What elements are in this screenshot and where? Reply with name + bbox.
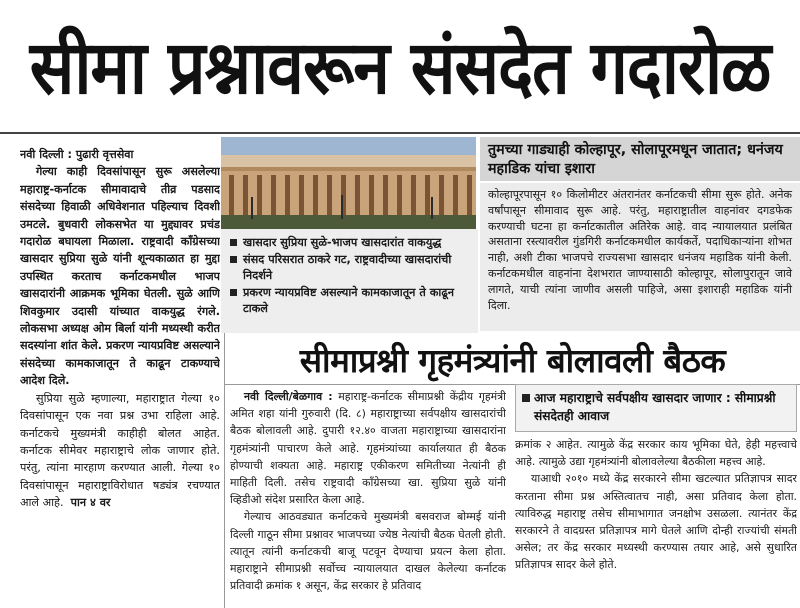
mid-paragraph-2: गेल्याच आठवड्यात कर्नाटकचे मुख्यमंत्री बसवराज बोम्मई यांनी दिल्ली गाठून सीमा प्रश्नावर भाजपच्या ज्येष्ठ नेत्यांची बैठक घेतली होती. त्यातून त्यांनी कर्नाटकची बाजू पटवून देण्याचा प्रयत्न केला होता. महाराष्ट्राने सीमाप्रश्नी सर्वोच्च न्यायालयात दाखल केलेल्या कर्नाटक प्रतिवादी क्रमांक १ असून, केंद्र सरकार हे प्रतिवाद <box>230 510 506 593</box>
square-bullet-icon <box>230 289 237 296</box>
right-paragraph-2: याआधी २०१० मध्ये केंद्र सरकारने सीमा खटल्यात प्रतिज्ञापत्र सादर करताना सीमा प्रश्न अस्तित्वातच नाही, असा प्रतिवाद केला होता. त्याविरुद्ध महाराष्ट्र तसेच सीमाभागात जनक्षोभ उसळला. त्यानंतर केंद्र सरकारने ते वादग्रस्त प्रतिज्ञापत्र मागे घेतले आणि दोन्ही राज्यांची संमती असेल; तर केंद्र सरकार मध्यस्थी करण्यास तयार आहे, असे सुधारित प्रतिज्ञापत्र सादर केले होते. <box>515 472 797 572</box>
highlight-item: प्रकरण न्यायप्रविष्ट असल्याने कामकाजातून ते काढून टाकले <box>229 285 472 316</box>
secondary-article-column-1 <box>230 388 506 606</box>
headline-rule <box>0 132 800 134</box>
secondary-article-column-2 <box>515 436 797 606</box>
mid-dateline: नवी दिल्ली/बेळगाव : <box>244 390 333 403</box>
pull-quote-box <box>515 384 797 432</box>
sidebar-story-body: कोल्हापूरपासून १० किलोमीटर अंतरानंतर कर्नाटकची सीमा सुरू होते. अनेक वर्षांपासून सीमावाद सुरू आहे. परंतु, महाराष्ट्रातील वाहनांवर दगडफेक करण्याची घटना हा कर्नाटकातील अतिरेक आहे. वाद न्यायालयात प्रलंबित असताना रस्त्यावरील गुंडगिरी कर्नाटकमधील कार्यकर्ते, पदाधिकाऱ्यांना शोभत नाही, अशी टीका भाजपचे राज्यसभा खासदार धनंजय महाडिक यांनी केली. कर्नाटकमधील वाहनांना देशभरात जाण्यासाठी कोल्हापूर, सोलापुरातून जावे लागते, याची त्यांना जाणीव असली पाहिजे, असा इशाराही महाडिक यांनी दिला. <box>480 183 800 331</box>
page-headline: सीमा प्रश्नावरून संसदेत गदारोळ <box>29 24 771 111</box>
parliament-photo <box>221 137 476 229</box>
left-article-column <box>20 146 220 604</box>
right-paragraph-1: क्रमांक २ आहेत. त्यामुळे केंद्र सरकार काय भूमिका घेते, हेही महत्त्वाचे आहे. त्यामुळे उद्या गृहमंत्र्यांनी बोलावलेल्या बैठकीला महत्त्व आहे. <box>515 438 797 469</box>
left-paragraph-2-text: सुप्रिया सुळे म्हणाल्या, महाराष्ट्रात गेल्या १० दिवसांपासून एक नवा प्रश्न उभा राहिला आहे. कर्नाटकचे मुख्यमंत्री काहीही बोलत आहेत. कर्नाटक सीमेवर महाराष्ट्राचे लोक जाणार होते. परंतु, त्यांना मारहाण करण्यात आली. गेल्या १० दिवसांपासून महाराष्ट्राविरोधात षड्यंत्र रचण्यात आले आहे. <box>20 391 220 510</box>
highlight-item: खासदार सुप्रिया सुळे-भाजप खासदारांत वाकयुद्ध <box>229 235 472 250</box>
square-bullet-icon <box>230 256 237 263</box>
left-dateline: नवी दिल्ली : पुढारी वृत्तसेवा <box>20 148 134 161</box>
mid-paragraph-1: नवी दिल्ली/बेळगाव : महाराष्ट्र-कर्नाटक सीमाप्रश्नी केंद्रीय गृहमंत्री अमित शहा यांनी गुरुवारी (दि. ८) महाराष्ट्राच्या सर्वपक्षीय खासदारांची बैठक बोलावली आहे. दुपारी १२.४० वाजता महाराष्ट्राच्या खासदारांना गृहमंत्र्यांनी पाचारण केले आहे. गृहमंत्र्यांच्या कार्यालयात ही बैठक होण्याची शक्यता आहे. महाराष्ट्र एकीकरण समितीच्या नेत्यांनी ही माहिती दिली. तसेच राष्ट्रवादी काँग्रेसच्या खा. सुप्रिया सुळे यांनी व्हिडीओ संदेश प्रसारित केला आहे. <box>230 390 506 507</box>
parliament-building-image <box>221 137 476 229</box>
secondary-headline: सीमाप्रश्नी गृहमंत्र्यांनी बोलावली बैठक <box>299 340 726 380</box>
continued-label: पान ४ वर <box>70 496 111 510</box>
square-bullet-icon <box>230 239 237 246</box>
highlight-item: संसद परिसरात ठाकरे गट, राष्ट्रवादीच्या खासदारांची निदर्शने <box>229 252 472 283</box>
pull-quote-text: आज महाराष्ट्राचे सर्वपक्षीय खासदार जाणार : सीमाप्रश्नी संसदेतही आवाज <box>534 391 776 423</box>
square-bullet-icon <box>522 394 530 402</box>
sidebar-story-title: तुमच्या गाड्याही कोल्हापूर, सोलापूरमधून जातात; धनंजय महाडिक यांचा इशारा <box>480 137 800 181</box>
left-paragraph-1: गेल्या काही दिवसांपासून सुरू असलेल्या महाराष्ट्र-कर्नाटक सीमावादाचे तीव्र पडसाद संसदेच्या हिवाळी अधिवेशनात पहिल्याच दिवशी उमटले. बुधवारी लोकसभेत या मुद्द्यावर प्रचंड गदारोळ बघायला मिळाला. राष्ट्रवादी काँग्रेसच्या खासदार सुप्रिया सुळे यांनी शून्यकाळात हा मुद्दा उपस्थित करताच कर्नाटकमधील भाजप खासदारांनी आक्रमक भूमिका घेतली. सुळे आणि शिवकुमार उदासी यांच्यात वाकयुद्ध रंगले. लोकसभा अध्यक्ष ओम बिर्ला यांनी मध्यस्थी करीत सदस्यांना शांत केले. प्रकरण न्यायप्रविष्ट असल्याने संसदेच्या कामकाजातून ते काढून टाकण्याचे आदेश दिले. <box>20 165 220 388</box>
left-paragraph-2 <box>20 390 220 512</box>
highlights-box <box>221 229 478 333</box>
